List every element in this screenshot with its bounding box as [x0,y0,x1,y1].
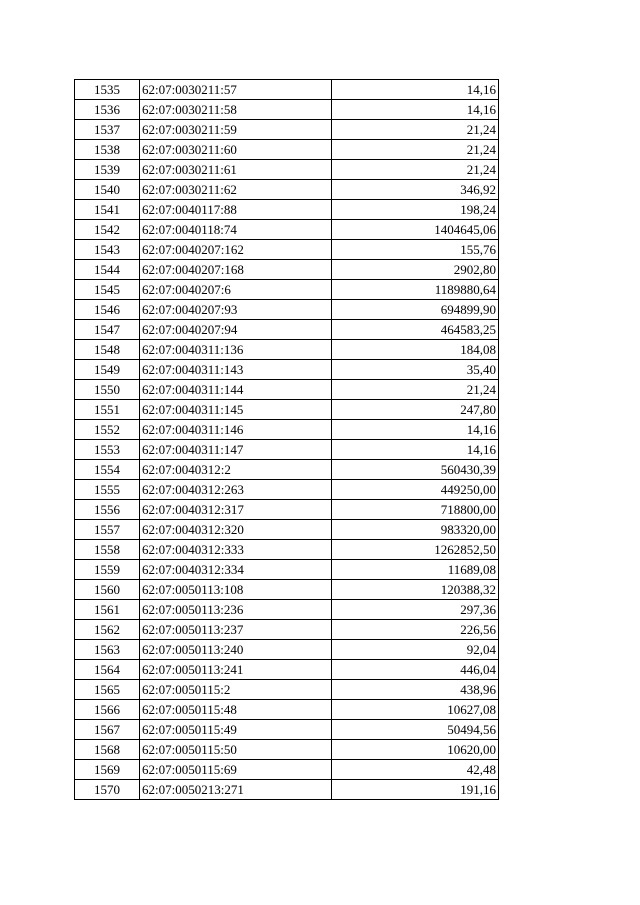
table-row [75,100,499,120]
cadastral-number-cell: 62:07:0050113:108 [140,580,332,600]
cadastral-number-cell: 62:07:0040312:2 [140,460,332,480]
value-cell: 42,48 [332,760,499,780]
cadastral-value-table [74,79,499,800]
cadastral-number-cell: 62:07:0040207:93 [140,300,332,320]
table-row [75,140,499,160]
row-number-cell: 1541 [75,200,140,220]
cadastral-number-cell: 62:07:0040311:147 [140,440,332,460]
value-cell: 198,24 [332,200,499,220]
table-row [75,200,499,220]
value-cell: 560430,39 [332,460,499,480]
table-row [75,560,499,580]
table-row [75,400,499,420]
cadastral-number-cell: 62:07:0040311:143 [140,360,332,380]
value-cell: 14,16 [332,100,499,120]
row-number-cell: 1537 [75,120,140,140]
table-row [75,300,499,320]
cadastral-number-cell: 62:07:0030211:57 [140,80,332,100]
row-number-cell: 1569 [75,760,140,780]
table-row [75,540,499,560]
row-number-cell: 1568 [75,740,140,760]
row-number-cell: 1540 [75,180,140,200]
table-row [75,120,499,140]
row-number-cell: 1554 [75,460,140,480]
table-row [75,600,499,620]
table-row [75,180,499,200]
table-row [75,580,499,600]
value-cell: 2902,80 [332,260,499,280]
cadastral-number-cell: 62:07:0040311:136 [140,340,332,360]
row-number-cell: 1551 [75,400,140,420]
value-cell: 446,04 [332,660,499,680]
value-cell: 1262852,50 [332,540,499,560]
value-cell: 191,16 [332,780,499,800]
value-cell: 120388,32 [332,580,499,600]
cadastral-number-cell: 62:07:0040312:334 [140,560,332,580]
table-row [75,780,499,800]
table-row [75,720,499,740]
cadastral-number-cell: 62:07:0050113:241 [140,660,332,680]
cadastral-number-cell: 62:07:0040312:317 [140,500,332,520]
table-row [75,500,499,520]
value-cell: 14,16 [332,80,499,100]
cadastral-number-cell: 62:07:0040207:162 [140,240,332,260]
value-cell: 11689,08 [332,560,499,580]
cadastral-number-cell: 62:07:0030211:60 [140,140,332,160]
table-body [75,80,499,800]
cadastral-number-cell: 62:07:0040118:74 [140,220,332,240]
cadastral-number-cell: 62:07:0050115:48 [140,700,332,720]
value-cell: 21,24 [332,160,499,180]
table-row [75,340,499,360]
table-row [75,260,499,280]
row-number-cell: 1546 [75,300,140,320]
cadastral-number-cell: 62:07:0050115:2 [140,680,332,700]
value-cell: 449250,00 [332,480,499,500]
table-row [75,520,499,540]
row-number-cell: 1538 [75,140,140,160]
cadastral-number-cell: 62:07:0040311:144 [140,380,332,400]
table-row [75,380,499,400]
cadastral-number-cell: 62:07:0030211:59 [140,120,332,140]
value-cell: 21,24 [332,380,499,400]
value-cell: 14,16 [332,420,499,440]
cadastral-number-cell: 62:07:0050115:50 [140,740,332,760]
value-cell: 718800,00 [332,500,499,520]
row-number-cell: 1536 [75,100,140,120]
table-row [75,360,499,380]
cadastral-number-cell: 62:07:0030211:58 [140,100,332,120]
value-cell: 247,80 [332,400,499,420]
cadastral-number-cell: 62:07:0040207:168 [140,260,332,280]
table-row [75,420,499,440]
value-cell: 14,16 [332,440,499,460]
value-cell: 50494,56 [332,720,499,740]
cadastral-number-cell: 62:07:0040207:6 [140,280,332,300]
table-row [75,280,499,300]
cadastral-number-cell: 62:07:0040311:146 [140,420,332,440]
value-cell: 184,08 [332,340,499,360]
cadastral-number-cell: 62:07:0050113:236 [140,600,332,620]
cadastral-number-cell: 62:07:0040311:145 [140,400,332,420]
table-row [75,160,499,180]
row-number-cell: 1550 [75,380,140,400]
cadastral-number-cell: 62:07:0040312:263 [140,480,332,500]
table-row [75,480,499,500]
table-row [75,660,499,680]
row-number-cell: 1543 [75,240,140,260]
row-number-cell: 1565 [75,680,140,700]
table-row [75,460,499,480]
row-number-cell: 1558 [75,540,140,560]
value-cell: 983320,00 [332,520,499,540]
value-cell: 10627,08 [332,700,499,720]
row-number-cell: 1556 [75,500,140,520]
table-row [75,240,499,260]
cadastral-number-cell: 62:07:0050115:49 [140,720,332,740]
cadastral-number-cell: 62:07:0050115:69 [140,760,332,780]
value-cell: 346,92 [332,180,499,200]
row-number-cell: 1553 [75,440,140,460]
value-cell: 155,76 [332,240,499,260]
table-row [75,700,499,720]
value-cell: 1189880,64 [332,280,499,300]
table-row [75,640,499,660]
row-number-cell: 1539 [75,160,140,180]
value-cell: 464583,25 [332,320,499,340]
cadastral-number-cell: 62:07:0040207:94 [140,320,332,340]
table-row [75,760,499,780]
row-number-cell: 1562 [75,620,140,640]
row-number-cell: 1566 [75,700,140,720]
table-row [75,440,499,460]
table-row [75,220,499,240]
cadastral-number-cell: 62:07:0050113:237 [140,620,332,640]
value-cell: 10620,00 [332,740,499,760]
row-number-cell: 1559 [75,560,140,580]
row-number-cell: 1561 [75,600,140,620]
row-number-cell: 1564 [75,660,140,680]
cadastral-number-cell: 62:07:0030211:62 [140,180,332,200]
row-number-cell: 1547 [75,320,140,340]
value-cell: 226,56 [332,620,499,640]
row-number-cell: 1555 [75,480,140,500]
row-number-cell: 1544 [75,260,140,280]
row-number-cell: 1548 [75,340,140,360]
value-cell: 438,96 [332,680,499,700]
row-number-cell: 1557 [75,520,140,540]
value-cell: 1404645,06 [332,220,499,240]
cadastral-number-cell: 62:07:0040312:333 [140,540,332,560]
cadastral-number-cell: 62:07:0050213:271 [140,780,332,800]
row-number-cell: 1567 [75,720,140,740]
value-cell: 92,04 [332,640,499,660]
row-number-cell: 1560 [75,580,140,600]
row-number-cell: 1545 [75,280,140,300]
row-number-cell: 1570 [75,780,140,800]
row-number-cell: 1542 [75,220,140,240]
cadastral-number-cell: 62:07:0030211:61 [140,160,332,180]
value-cell: 297,36 [332,600,499,620]
table-row [75,740,499,760]
row-number-cell: 1549 [75,360,140,380]
table-row [75,620,499,640]
row-number-cell: 1563 [75,640,140,660]
table-row [75,320,499,340]
value-cell: 694899,90 [332,300,499,320]
table-row [75,680,499,700]
cadastral-number-cell: 62:07:0050113:240 [140,640,332,660]
value-cell: 35,40 [332,360,499,380]
cadastral-number-cell: 62:07:0040312:320 [140,520,332,540]
row-number-cell: 1552 [75,420,140,440]
table-row [75,80,499,100]
value-cell: 21,24 [332,140,499,160]
cadastral-number-cell: 62:07:0040117:88 [140,200,332,220]
value-cell: 21,24 [332,120,499,140]
row-number-cell: 1535 [75,80,140,100]
